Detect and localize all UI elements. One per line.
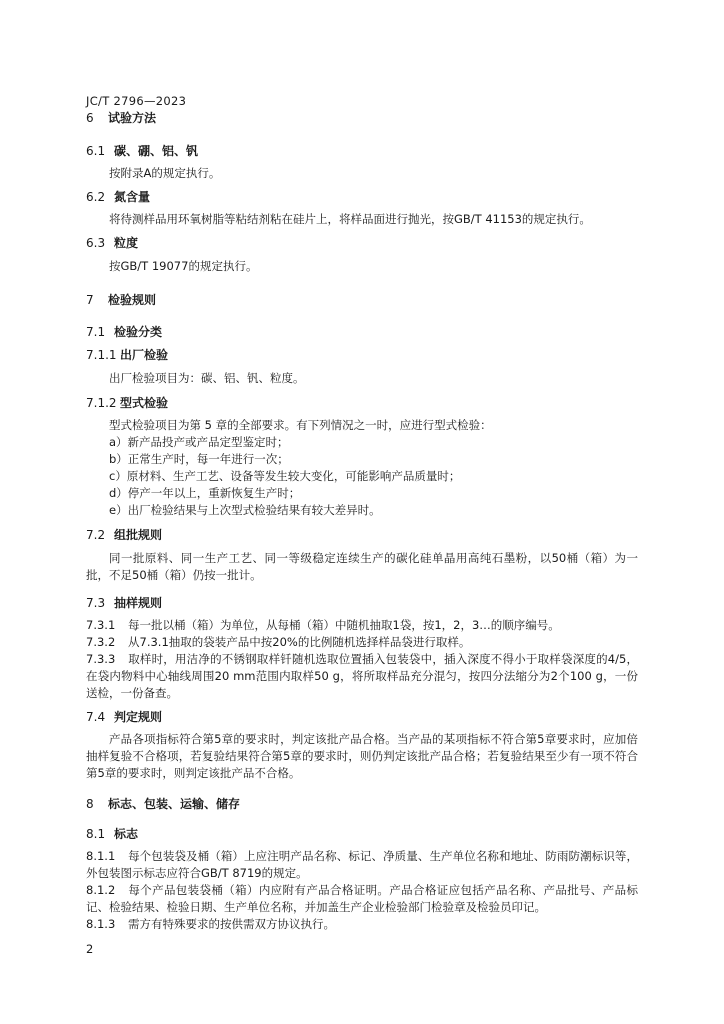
clause-7-3-1: 7.3.1 每一批以桶（箱）为单位，从每桶（箱）中随机抽取1袋，按1，2，3…的顺序编号。 [86,618,560,632]
list-item: d）停产一年以上，重新恢复生产时； [109,486,301,500]
section-6-3-heading: 6.3 粒度 [86,236,139,250]
clause-8-1-2: 8.1.2 每个产品包装袋桶（箱）内应附有产品合格证明。产品合格证应包括产品名称、产品批号、产品标记、检验结果、检验日期、生产单位名称，并加盖生产企业检验部门检验章及检验员印记。 [86,883,638,914]
section-7-heading: 7 检验规则 [86,293,157,307]
section-8-heading: 8 标志、包装、运输、储存 [86,797,241,811]
section-7-4-body: 产品各项指标符合第5章的要求时，判定该批产品合格。当产品的某项指标不符合第5章要求时，应加倍抽样复验不合格项，若复验结果符合第5章的要求时，则仍判定该批产品合格；若复验结果至少有一项不符合第5章的要求时，则判定该批产品不合格。 [86,732,638,780]
clause-8-1-1: 8.1.1 每个包装袋及桶（箱）上应注明产品名称、标记、净质量、生产单位名称和地址、防雨防潮标识等，外包装图示标志应符合GB/T 8719的规定。 [86,849,638,880]
section-6-heading: 6 试验方法 [86,111,157,125]
section-6-3-body: 按GB/T 19077的规定执行。 [109,259,258,273]
list-item: e）出厂检验结果与上次型式检验结果有较大差异时。 [109,503,381,517]
section-7-1-2-heading: 7.1.2 型式检验 [86,396,169,410]
section-7-3-heading: 7.3 抽样规则 [86,596,163,610]
section-6-1-body: 按附录A的规定执行。 [109,166,221,180]
clause-7-3-3: 7.3.3 取样时，用洁净的不锈钢取样钎随机选取位置插入包装袋中，插入深度不得小于取样袋深度的4/5，在袋内物料中心轴线周围20 mm范围内取样50 g，将所取样品充分混匀，按四分法缩分为2个100 g，一份送检，一份备查。 [86,652,638,700]
section-7-4-heading: 7.4 判定规则 [86,710,163,724]
page-number: 2 [86,942,94,956]
section-7-2-body: 同一批原料、同一生产工艺、同一等级稳定连续生产的碳化硅单晶用高纯石墨粉，以50桶（箱）为一批，不足50桶（箱）仍按一批计。 [86,551,638,582]
list-item: b）正常生产时，每一年进行一次； [109,452,289,466]
section-6-1-heading: 6.1 碳、硼、铝、钒 [86,144,199,158]
list-item: c）原材料、生产工艺、设备等发生较大变化，可能影响产品质量时； [109,469,461,483]
section-7-1-1-heading: 7.1.1 出厂检验 [86,348,169,362]
section-8-1-heading: 8.1 标志 [86,827,139,841]
section-7-1-2-intro: 型式检验项目为第 5 章的全部要求。有下列情况之一时，应进行型式检验： [109,418,492,432]
clause-8-1-3: 8.1.3 需方有特殊要求的按供需双方协议执行。 [86,917,335,931]
section-7-2-heading: 7.2 组批规则 [86,528,163,542]
clause-7-3-2: 7.3.2 从7.3.1抽取的袋装产品中按20%的比例随机选择样品袋进行取样。 [86,635,471,649]
section-6-2-body: 将待测样品用环氧树脂等粘结剂粘在硅片上，将样品面进行抛光，按GB/T 41153的规定执行。 [109,212,591,226]
section-6-2-heading: 6.2 氮含量 [86,190,151,204]
section-7-1-1-body: 出厂检验项目为：碳、铝、钒、粒度。 [109,371,305,385]
standard-code: JC/T 2796—2023 [86,94,187,108]
list-item: a）新产品投产或产品定型鉴定时； [109,435,289,449]
section-7-1-heading: 7.1 检验分类 [86,325,163,339]
